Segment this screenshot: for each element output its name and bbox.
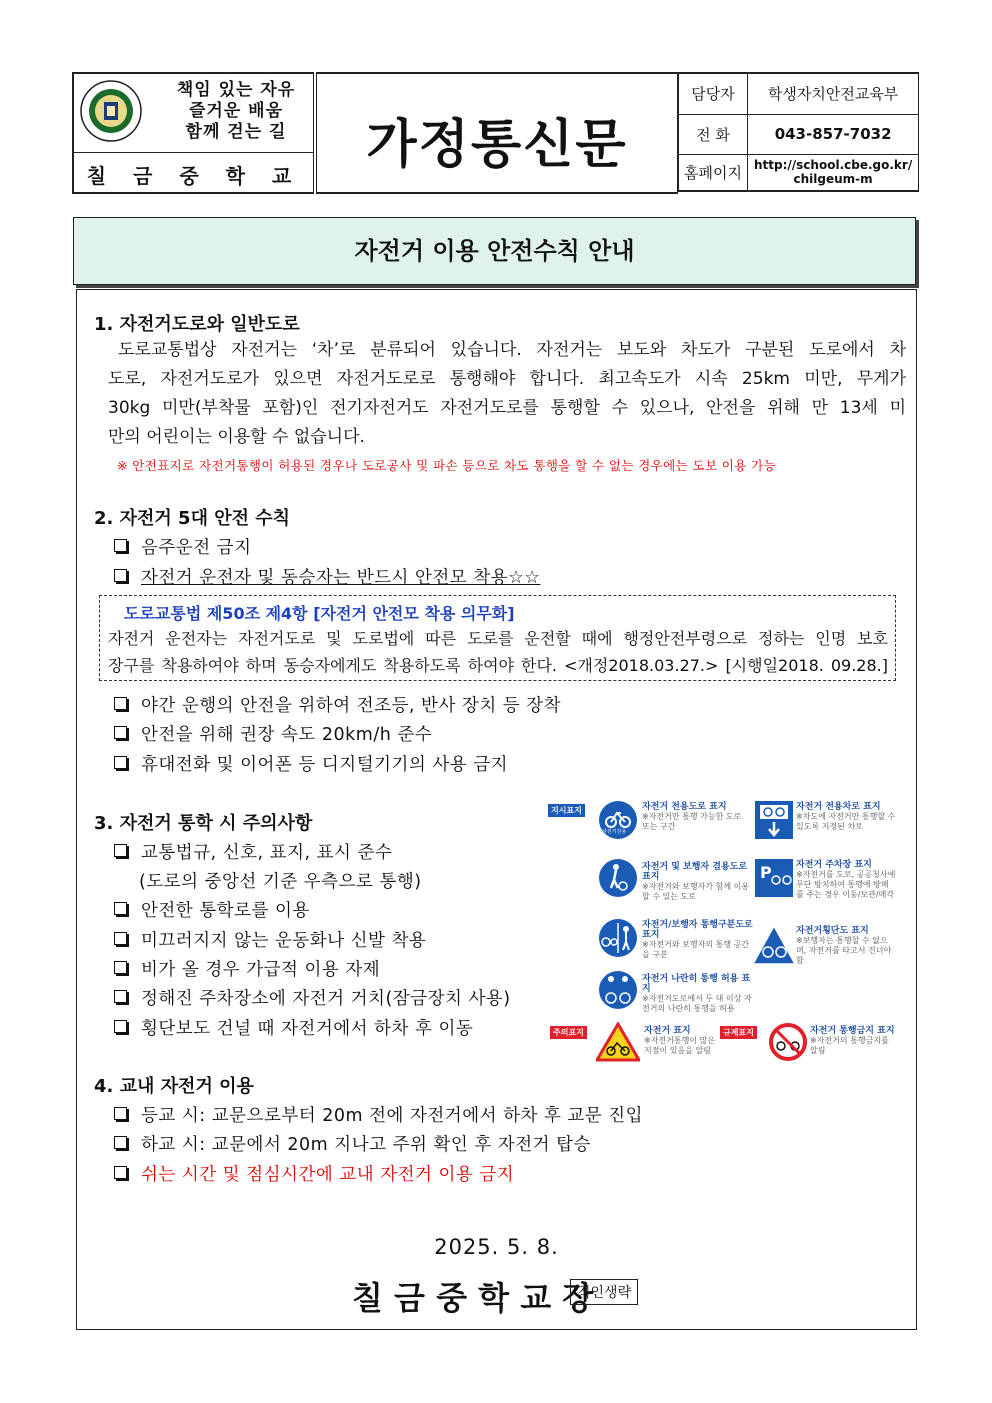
checkbox-icon — [114, 902, 127, 915]
motto-line: 즐거운 배움 — [188, 101, 284, 121]
checkbox-icon — [114, 844, 127, 857]
contact-table — [678, 72, 919, 192]
contact-label: 담당자 — [679, 73, 748, 114]
checkbox-icon — [114, 961, 127, 974]
principal-signature: 칠 금 중 학 교 장 — [352, 1279, 594, 1317]
school-logo — [80, 80, 142, 142]
para-line: 30kg 미만(부착물 포함)인 전기자전거도 자전거도로를 통행할 수 있으나, 안전을 위해 만 13세 미 — [108, 398, 906, 418]
checkbox-icon — [114, 726, 127, 739]
bike-parking-sign — [754, 858, 794, 902]
caution-item: 횡단보도 건널 때 자전거에서 하차 후 이동 — [114, 1015, 473, 1040]
section2-heading: 2. 자전거 5대 안전 수칙 — [94, 508, 291, 529]
no-bike-sign — [768, 1022, 808, 1066]
section1-heading: 1. 자전거도로와 일반도로 — [94, 314, 300, 335]
section3-heading: 3. 자전거 통학 시 주의사항 — [94, 813, 313, 834]
bike-only-road-sign: 자전거전용 — [598, 800, 638, 844]
contact-dept: 학생자치안전교육부 — [748, 73, 919, 114]
side-by-side-sign — [598, 970, 638, 1014]
phone-number: 043-857-7032 — [748, 114, 919, 154]
sign-caption: 자전거 전용차로 표지 ※차도에 자전거만 통행할 수 있도록 지정된 차로 — [796, 802, 896, 831]
bike-caution-sign — [596, 1022, 640, 1066]
homepage-link[interactable]: http://school.cbe.go.kr/ chilgeum-m — [748, 154, 919, 191]
traffic-signs-figure — [546, 800, 896, 1070]
checkbox-icon — [114, 1136, 127, 1149]
checkbox-icon — [114, 1166, 127, 1179]
page-title: 가정통신문 — [366, 115, 628, 175]
checkbox-icon — [114, 697, 127, 710]
sign-category-tag: 주의표지 — [550, 1026, 587, 1039]
checkbox-icon — [114, 539, 127, 552]
sign-caption: 자전거횡단도 표지 ※보행자는 통행할 수 없으며, 자전거를 타고서 건너야 함 — [796, 926, 892, 965]
school-name: 칠 금 중 학 교 — [86, 164, 302, 188]
section1-paragraph — [108, 336, 906, 452]
sign-category-tag: 규제표지 — [720, 1026, 757, 1039]
law-title: 도로교통법 제50조 제4항 [자전거 안전모 착용 의무화] — [124, 604, 515, 623]
sign-caption: 자전거 및 보행자 겸용도로 표지 ※자전거와 보행자가 함께 이용할 수 있는 도로 — [642, 862, 750, 901]
caution-item: 비가 올 경우 가급적 이용 자제 — [114, 956, 380, 981]
svg-text:P: P — [760, 863, 772, 882]
law-text — [108, 625, 888, 679]
caution-item: 미끄러지지 않는 운동화나 신발 착용 — [114, 927, 426, 952]
campus-rule-item: 하교 시: 교문에서 20m 지나고 주위 확인 후 자전거 탑승 — [114, 1131, 591, 1156]
sign-caption: 자전거 통행금지 표지 ※자전거의 통행금지를 알림 — [810, 1026, 895, 1055]
sign-category-tag: 지시표지 — [548, 804, 585, 817]
para-line: 도로교통법상 자전거는 ‘차’로 분류되어 있습니다. 자전거는 보도와 차도가 구분된 도로에서 차 — [118, 340, 906, 360]
checkbox-icon — [114, 1020, 127, 1033]
rule-item: 안전을 위해 권장 속도 20km/h 준수 — [114, 721, 432, 746]
caution-item: 정해진 주차장소에 자전거 거치(잠금장치 사용) — [114, 985, 511, 1010]
separated-road-sign — [598, 918, 638, 962]
section4-heading: 4. 교내 자전거 이용 — [94, 1076, 254, 1097]
sign-caption: 자전거 전용도로 표지 ※자전거만 통행 가능한 도로 또는 구간 — [642, 802, 742, 831]
sign-caption: 자전거 나란히 통행 허용 표지 ※자전거도로에서 두 대 이상 자전거의 나란히 통행을 허용 — [642, 974, 752, 1013]
notice-banner: 자전거 이용 안전수칙 안내 — [73, 217, 916, 285]
issue-date: 2025. 5. 8. — [434, 1235, 559, 1259]
sign-caption: 자전거 주차장 표지 ※자전거를 도로, 공공청사에 무단 방치하여 통행에 방해를 주는 경우 이동/보관/매각 — [796, 860, 896, 899]
rule-item-helmet: 자전거 운전자 및 동승자는 반드시 안전모 착용☆☆ — [114, 564, 540, 589]
caution-item-note: (도로의 중앙선 기준 우측으로 통행) — [139, 872, 422, 892]
checkbox-icon — [114, 990, 127, 1003]
checkbox-icon — [114, 569, 127, 582]
sign-caption: 자전거/보행자 통행구분도로 표지 ※자전거와 보행자의 통행 공간을 구분 — [642, 920, 753, 959]
homepage-label: 홈페이지 — [679, 154, 748, 191]
phone-label: 전 화 — [679, 114, 748, 154]
seal-omitted-label: 직인생략 — [570, 1279, 638, 1305]
shared-road-sign — [598, 858, 638, 902]
motto-line: 함께 걷는 길 — [185, 122, 287, 142]
checkbox-icon — [114, 756, 127, 769]
checkbox-icon — [114, 1107, 127, 1120]
law-line: 장구를 착용하여야 하며 동승자에게도 착용하도록 하여야 한다. <개정2018.03.27.> [시행일2018. 09.28.] — [108, 656, 888, 675]
school-box — [72, 72, 314, 194]
rule-item: 음주운전 금지 — [114, 534, 252, 559]
caution-item: 교통법규, 신호, 표지, 표시 준수 — [114, 839, 392, 864]
title-box — [316, 72, 678, 194]
para-line: 만의 어린이는 이용할 수 없습니다. — [108, 427, 365, 447]
rule-item: 야간 운행의 안전을 위하여 전조등, 반사 장치 등 장착 — [114, 692, 561, 717]
campus-rule-item: 등교 시: 교문으로부터 20m 전에 자전거에서 하차 후 교문 진입 — [114, 1102, 643, 1127]
section1-note: ※ 안전표지로 자전거통행이 허용된 경우나 도로공사 및 파손 등으로 차도 통행을 할 수 없는 경우에는 도보 이용 가능 — [117, 458, 777, 473]
campus-rule-warning: 쉬는 시간 및 점심시간에 교내 자전거 이용 금지 — [114, 1161, 514, 1186]
checkbox-icon — [114, 932, 127, 945]
school-motto — [156, 80, 316, 143]
sign-caption: 자전거 표지 ※자전거통행이 많은 지점이 있음을 알림 — [644, 1026, 716, 1055]
rule-item: 휴대전화 및 이어폰 등 디지털기기의 사용 금지 — [114, 751, 508, 776]
bike-lane-sign — [754, 800, 794, 844]
law-line: 자전거 운전자는 자전거도로 및 도로법에 따른 도로를 운전할 때에 행정안전부령으로 정하는 인명 보호 — [108, 629, 888, 648]
para-line: 도로, 자전거도로가 있으면 자전거도로로 통행해야 합니다. 최고속도가 시속 25km 미만, 무게가 — [108, 369, 906, 389]
caution-item: 안전한 통학로를 이용 — [114, 897, 310, 922]
law-box — [99, 595, 896, 681]
bike-crossing-sign — [752, 924, 796, 970]
motto-line: 책임 있는 자유 — [176, 80, 296, 100]
